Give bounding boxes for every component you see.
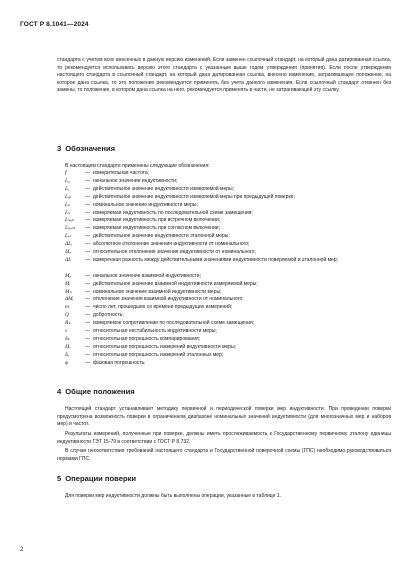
definition-symbol: δLᵢ (65, 249, 72, 255)
section-3-heading (57, 144, 115, 153)
section-5-number: 5 (57, 474, 62, 483)
definition-dash: — (85, 225, 90, 232)
intro-paragraph: стандарта с учетом всех внесенных в данную версию изменений. Если заменен ссылочный стандарт, на который дана датированная ссылка, то рекомендуется использовать версию этого стандарта с указанным выше годом утверждения (принятия). Если после утверждения настоящего стандарта в ссылочный стандарт, на который дана датированная ссылка, внесено изменение, затрагивающее положение, на которое дана ссылка, то это положение рекомендуется применять без учета данного изменения. Если ссылочный стандарт отменен без замены, то положение, в котором дана ссылка на него, рекомендуется применять в части, не затрагивающей эту ссылку. (57, 57, 391, 94)
definition-symbol: L₀ (65, 177, 70, 184)
definition-symbol: ΔL (65, 256, 72, 263)
section-4-title: Общие положения (65, 387, 135, 396)
definition-text: относительная погрешность измерений эталонных мер; (93, 351, 224, 358)
definition-text: отклонение значения взаимной индуктивности от номинального; (93, 296, 244, 303)
definition-text: действительное значение индуктивности измеряемой меры; (93, 185, 235, 192)
definition-text: номинальное значение взаимной индуктивности меры; (93, 288, 222, 295)
definition-symbol: δₖ (65, 335, 70, 342)
definition-dash: — (85, 233, 90, 240)
definition-symbol: ν (65, 328, 68, 334)
definition-dash: — (85, 256, 90, 263)
definition-symbol: m (65, 304, 69, 311)
definition-text: измерительная частота; (93, 170, 150, 176)
definition-symbol: Lᵢ (65, 185, 69, 192)
definition-dash: — (85, 193, 90, 200)
definition-symbol: Lₑₜ (65, 233, 72, 240)
definition-dash: — (85, 241, 90, 248)
definition-text: измеренная разность между действительными значениями индуктивности поверяемой и эталонной мер; (93, 256, 338, 263)
section-5-title: Операции поверки (65, 474, 137, 483)
definition-symbol: Mᵢ (65, 280, 71, 287)
definition-symbol: Lₙ (65, 201, 71, 208)
definition-symbol: ΔMᵢ (65, 296, 74, 303)
section-3-lead: В настоящем стандарте применены следующие обозначения: (65, 163, 210, 169)
section-4-number: 4 (57, 387, 62, 396)
definition-symbol: Lₛₒₙₜ (65, 225, 76, 232)
definition-dash: — (85, 343, 90, 350)
definition-symbol: Lᵢₚ (65, 193, 72, 200)
definition-symbol: δL (65, 343, 71, 350)
definition-symbol: δₒ (65, 351, 70, 358)
section-5-paragraph: Для поверки мер индуктивности должны быть выполнены операции, указанные в таблице 1. (65, 493, 281, 499)
definition-text: относительная нестабильность индуктивности меры; (93, 328, 217, 334)
document-header: ГОСТ Р 8.1041—2024 (20, 21, 89, 28)
definition-text: относительное отклонение значения индуктивности от номинального; (93, 249, 256, 255)
definition-text: относительная погрешность компарирования; (93, 335, 201, 342)
definition-dash: — (85, 335, 90, 342)
definition-text: номинальное значение индуктивности меры; (93, 201, 198, 208)
section-4-paragraph-3: В случае несоответствия требований настоящего стандарта и Государственной поверочной схемы (ГПС) необходимо руководствоваться нормами ГПС. (57, 448, 391, 462)
definition-dash: — (85, 359, 90, 366)
section-4-heading (57, 387, 135, 396)
definition-dash: — (85, 312, 90, 319)
definition-dash: — (85, 304, 90, 311)
definition-symbol: f (65, 170, 67, 176)
definition-symbol: Lₛ (65, 209, 71, 216)
definition-dash: — (85, 328, 90, 334)
definition-dash: — (85, 201, 90, 208)
definition-symbol: Rₛ (65, 320, 71, 327)
definition-text: фазовая погрешность. (93, 359, 146, 366)
definition-dash: — (85, 280, 90, 287)
section-4-paragraph-2: Результаты измерений, полученные при поверке, должны иметь прослеживаемость к Государственному первичному эталону единицы индуктивности ГЭТ 15-79 в соответствии с ГОСТ Р 8.732. (57, 431, 391, 445)
definition-dash: — (85, 177, 90, 184)
definition-text: действительное значение индуктивности эталонной меры; (93, 233, 230, 240)
definition-dash: — (85, 288, 90, 295)
definition-dash: — (85, 249, 90, 255)
definition-symbol: M₀ (65, 272, 72, 279)
definition-text: действительное значение индуктивности измеряемой меры при предыдущей поверке; (93, 193, 295, 200)
definition-text: действительное значение взаимной индуктивности измеряемой меры; (93, 280, 258, 287)
definition-symbol: ΔLᵢ (65, 241, 73, 248)
section-3-title: Обозначения (65, 144, 116, 153)
definition-dash: — (85, 351, 90, 358)
definition-dash: — (85, 185, 90, 192)
definition-text: начальное значение индуктивности; (93, 177, 178, 184)
section-3-number: 3 (57, 144, 62, 153)
definition-symbol: φ (65, 359, 68, 366)
definition-text: измеряемая индуктивность при встречном включении; (93, 217, 221, 224)
page-number: 2 (20, 547, 24, 553)
definition-text: измеряемое сопротивление по последовательной схеме замещения; (93, 320, 255, 327)
definition-text: измеряемая индуктивность по последовательной схеме замещения; (93, 209, 253, 216)
definition-dash: — (85, 170, 90, 176)
definition-text: число лет, прошедших со времени предыдущих измерений; (93, 304, 233, 311)
definition-dash: — (85, 272, 90, 279)
definition-symbol: Q (65, 312, 69, 319)
section-4-paragraph-1: Настоящий стандарт устанавливает методику первичной и периодической поверки мер индуктивности. При проведении поверки предусмотрена возможность поверки в ограниченном диапазоне номинальных значений индуктивности (для многозначных мер и наборов мер) и частот. (57, 406, 391, 428)
definition-dash: — (85, 296, 90, 303)
definition-dash: — (85, 209, 90, 216)
definition-text: начальное значение взаимной индуктивности; (93, 272, 201, 279)
definition-dash: — (85, 217, 90, 224)
definition-symbol: Lₛₒₚ (65, 217, 74, 224)
definition-text: добротность; (93, 312, 124, 319)
definition-text: измеряемая индуктивность при согласном включении; (93, 225, 220, 232)
definition-text: относительная погрешность измерений индуктивности меры; (93, 343, 237, 350)
definition-dash: — (85, 320, 90, 327)
definition-symbol: Mₙ (65, 288, 72, 295)
section-5-heading (57, 474, 136, 483)
definition-text: абсолютное отклонение значения индуктивности от номинального; (93, 241, 250, 248)
